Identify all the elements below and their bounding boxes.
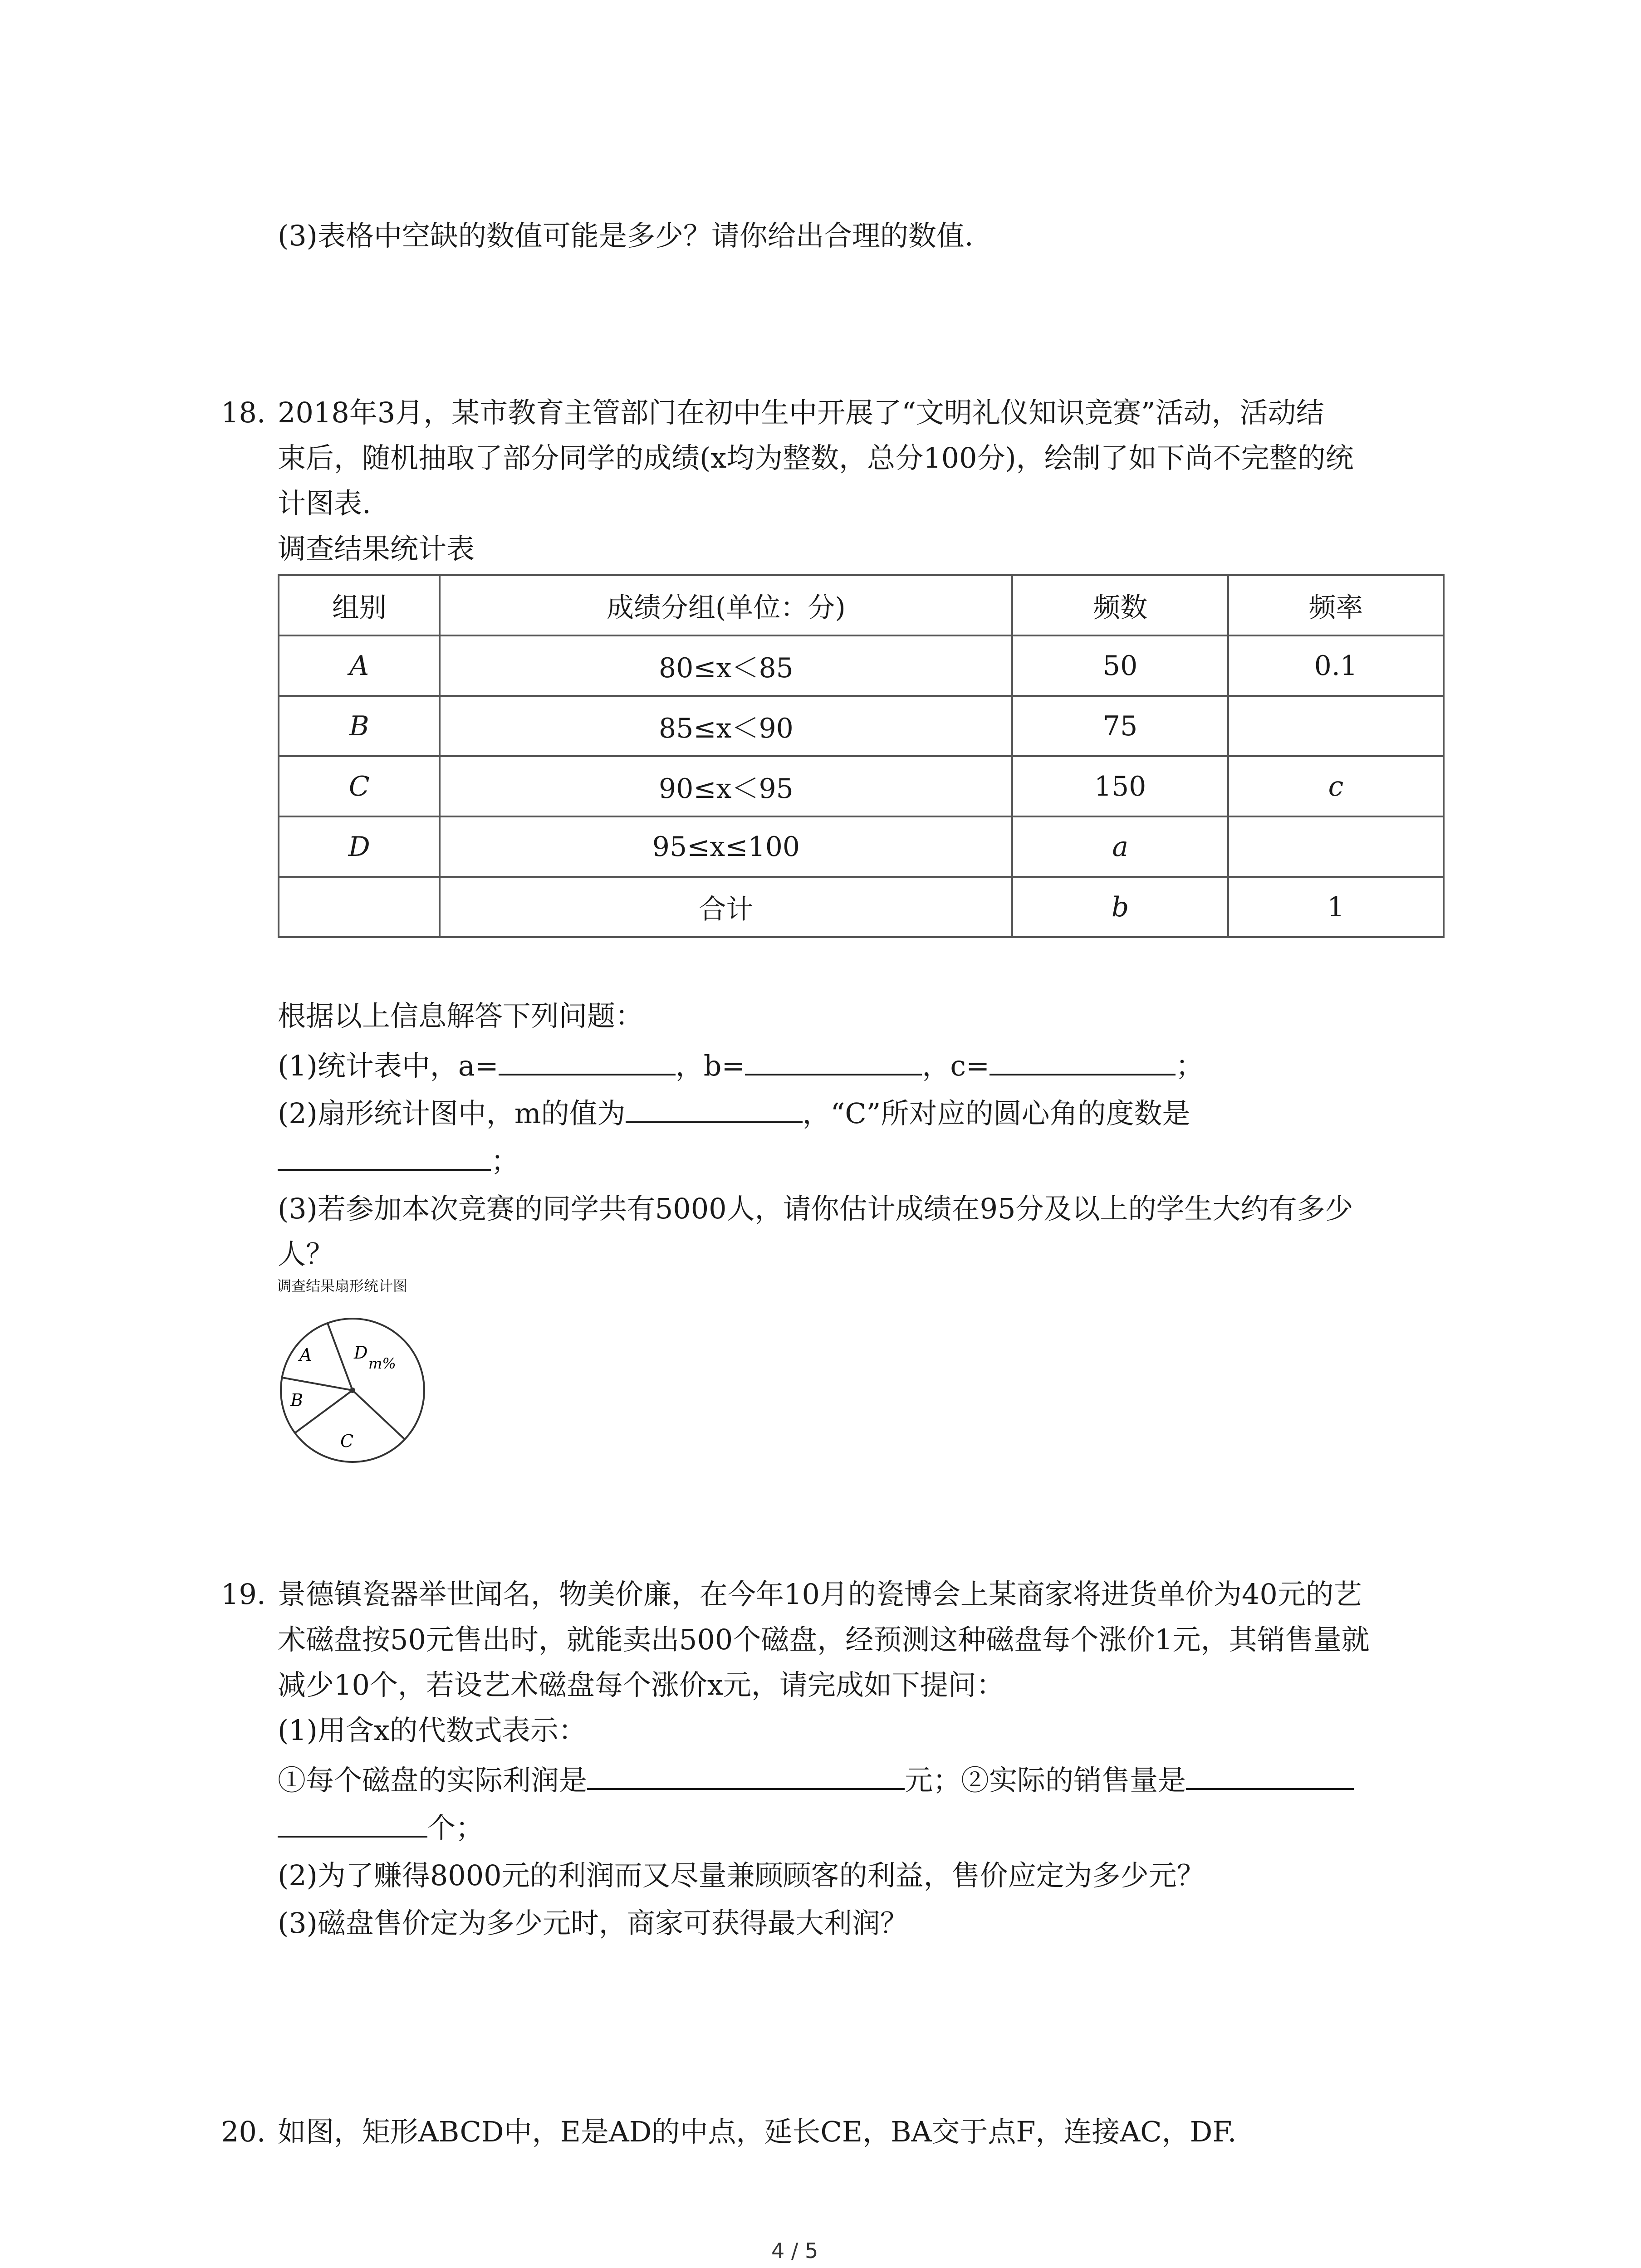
answer-blank-a[interactable]: [499, 1046, 676, 1075]
answer-blank-sales-cont[interactable]: [278, 1809, 427, 1838]
table-cell: 50: [1012, 635, 1228, 696]
pie-label-b: B: [290, 1390, 303, 1410]
pie-label-a: A: [299, 1345, 312, 1365]
q18-line2: 束后，随机抽取了部分同学的成绩(x均为整数，总分100分)，绘制了如下尚不完整的统: [278, 441, 1354, 474]
answer-blank-c[interactable]: [989, 1046, 1176, 1075]
q19-part2: (2)为了赚得8000元的利润而又尽量兼顾顾客的利益，售价应定为多少元？: [278, 1859, 1205, 1892]
q18-part1-end: ；: [1176, 1049, 1204, 1082]
answer-blank-profit[interactable]: [587, 1761, 905, 1790]
table-row: [279, 696, 1444, 756]
q18-part3-line2: 人？: [278, 1237, 334, 1271]
q19-part1: (1)用含x的代数式表示：: [278, 1714, 587, 1747]
answer-blank-angle[interactable]: [278, 1142, 491, 1171]
q19-part1-cont: [278, 1805, 484, 1851]
pie-divider-ab: [282, 1378, 353, 1390]
table-cell: 80≤x＜85: [440, 635, 1012, 696]
q18-line1: 2018年3月，某市教育主管部门在初中生中开展了“文明礼仪知识竞赛”活动，活动结: [278, 396, 1324, 429]
q18-part1-a: (1)统计表中，a=: [278, 1049, 499, 1082]
q18-line3: 计图表.: [278, 487, 371, 520]
table-cell: 1: [1228, 877, 1444, 937]
pie-label-d: D: [354, 1343, 368, 1363]
q18-part2-b: ，“C”所对应的圆心角的度数是: [802, 1097, 1190, 1130]
q18-part3-line1: (3)若参加本次竞赛的同学共有5000人，请你估计成绩在95分及以上的学生大约有多少: [278, 1192, 1353, 1225]
statistics-table: [278, 574, 1445, 938]
q20-number: 20.: [221, 2115, 266, 2148]
pie-center: [350, 1388, 355, 1393]
q18-table-caption: 调查结果统计表: [278, 532, 475, 565]
table-cell: B: [279, 696, 440, 756]
answer-blank-sales[interactable]: [1186, 1761, 1354, 1790]
q17-part3: (3)表格中空缺的数值可能是多少？请你给出合理的数值.: [278, 219, 974, 252]
pie-chart-figure: [277, 1277, 431, 1469]
table-row: [279, 635, 1444, 696]
table-cell: C: [279, 756, 440, 816]
table-cell: 合计: [440, 877, 1012, 937]
pie-divider-bc: [295, 1390, 353, 1433]
q19-part1-end: 个；: [427, 1811, 484, 1844]
q19-part1-i: ①每个磁盘的实际利润是: [278, 1764, 588, 1797]
q18-number: 18.: [221, 396, 266, 429]
answer-blank-m[interactable]: [626, 1094, 803, 1123]
q18-part1-b: ，b=: [675, 1049, 745, 1082]
q19-part1-items: [278, 1758, 1354, 1803]
table-cell: A: [279, 635, 440, 696]
q20-line1: 如图，矩形ABCD中，E是AD的中点，延长CE，BA交于点F，连接AC，DF.: [278, 2115, 1237, 2148]
q19-line1: 景德镇瓷器举世闻名，物美价廉，在今年10月的瓷博会上某商家将进货单价为40元的艺: [278, 1578, 1362, 1611]
table-header-cell: 成绩分组(单位：分): [440, 575, 1012, 635]
table-header-cell: 频率: [1228, 575, 1444, 635]
page-number: 4 / 5: [771, 2239, 818, 2263]
table-cell: 95≤x≤100: [440, 816, 1012, 877]
pie-divider-ad: [328, 1323, 353, 1390]
q18-part1-c: ，c=: [922, 1049, 990, 1082]
table-cell: 150: [1012, 756, 1228, 816]
answer-blank-b[interactable]: [745, 1046, 922, 1075]
q19-line2: 术磁盘按50元售出时，就能卖出500个磁盘，经预测这种磁盘每个涨价1元，其销售量就: [278, 1623, 1370, 1656]
table-cell: 75: [1012, 696, 1228, 756]
q19-part1-ii: 元；②实际的销售量是: [905, 1764, 1186, 1797]
table-cell: 0.1: [1228, 635, 1444, 696]
table-header-row: [279, 575, 1444, 635]
table-cell: [1228, 816, 1444, 877]
q18-part2-cont: [278, 1139, 519, 1184]
pie-label-c: C: [340, 1431, 354, 1451]
table-row: [279, 756, 1444, 816]
table-header-cell: 频数: [1012, 575, 1228, 635]
pie-chart-title: 调查结果扇形统计图: [277, 1277, 408, 1295]
pie-chart: [277, 1295, 431, 1467]
q19-number: 19.: [221, 1578, 266, 1611]
q18-part2-end: ；: [491, 1144, 519, 1178]
table-cell: 90≤x＜95: [440, 756, 1012, 816]
table-cell: D: [279, 816, 440, 877]
q18-intro: 根据以上信息解答下列问题：: [278, 999, 644, 1032]
table-cell: a: [1012, 816, 1228, 877]
q19-line3: 减少10个，若设艺术磁盘每个涨价x元，请完成如下提问：: [278, 1668, 1004, 1701]
table-cell: [279, 877, 440, 937]
table-header-cell: 组别: [279, 575, 440, 635]
pie-label-m: m%: [368, 1355, 396, 1372]
table-row: [279, 877, 1444, 937]
table-cell: b: [1012, 877, 1228, 937]
q18-part2-a: (2)扇形统计图中，m的值为: [278, 1097, 626, 1130]
q19-part3: (3)磁盘售价定为多少元时，商家可获得最大利润？: [278, 1906, 908, 1940]
pie-divider-cd: [353, 1390, 405, 1439]
q18-part1: [278, 1043, 1204, 1089]
table-row: [279, 816, 1444, 877]
q18-part2: [278, 1091, 1190, 1136]
table-cell: [1228, 696, 1444, 756]
table-cell: 85≤x＜90: [440, 696, 1012, 756]
table-cell: c: [1228, 756, 1444, 816]
